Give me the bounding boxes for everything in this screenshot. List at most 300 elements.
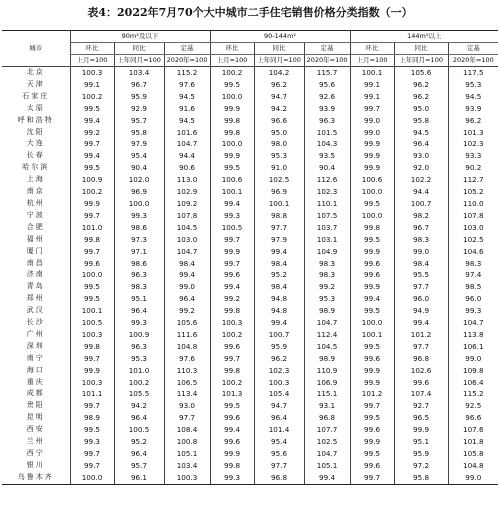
index-value: 104.5 (164, 222, 210, 234)
table-row (2, 353, 498, 365)
index-value: 99.7 (70, 353, 114, 365)
table-row (2, 400, 498, 412)
index-value: 96.8 (254, 472, 304, 484)
index-value: 99.6 (350, 460, 394, 472)
base-header-2020: 2020年=100 (304, 55, 350, 67)
index-value: 96.3 (304, 115, 350, 127)
index-value: 96.4 (114, 412, 164, 424)
index-value: 100.3 (70, 329, 114, 341)
index-value: 94.8 (254, 293, 304, 305)
index-value: 96.6 (254, 115, 304, 127)
index-value: 105.2 (448, 186, 498, 198)
index-value: 115.7 (304, 67, 350, 79)
index-value: 92.5 (448, 400, 498, 412)
index-value: 107.4 (394, 388, 448, 400)
index-value: 99.5 (70, 162, 114, 174)
index-value: 99.0 (394, 246, 448, 258)
index-value: 103.7 (304, 222, 350, 234)
index-value: 99.7 (70, 246, 114, 258)
index-value: 96.8 (304, 412, 350, 424)
index-value: 104.7 (448, 317, 498, 329)
index-value: 97.3 (114, 234, 164, 246)
index-value: 99.6 (350, 424, 394, 436)
city-name: 上海 (26, 175, 45, 184)
index-value: 101.2 (394, 329, 448, 341)
index-value: 94.4 (164, 150, 210, 162)
index-value: 96.1 (114, 472, 164, 484)
index-value: 109.2 (164, 198, 210, 210)
index-value: 99.4 (254, 317, 304, 329)
table-row (2, 377, 498, 389)
index-value: 99.4 (70, 115, 114, 127)
index-value: 101.4 (254, 424, 304, 436)
index-value: 100.0 (350, 186, 394, 198)
index-value: 96.2 (254, 79, 304, 91)
index-value: 99.8 (70, 234, 114, 246)
index-value: 99.7 (210, 234, 254, 246)
index-value: 96.0 (394, 293, 448, 305)
index-value: 98.3 (304, 258, 350, 270)
index-value: 99.9 (394, 424, 448, 436)
index-value: 95.8 (394, 472, 448, 484)
index-value: 97.7 (254, 460, 304, 472)
city-name: 昆明 (26, 413, 45, 422)
index-value: 95.4 (254, 436, 304, 448)
city-name: 深圳 (26, 341, 45, 350)
sub-header-base: 定基 (304, 43, 350, 55)
index-value: 97.6 (164, 353, 210, 365)
index-value: 103.4 (164, 460, 210, 472)
index-value: 100.7 (394, 198, 448, 210)
index-value: 99.6 (350, 269, 394, 281)
index-value: 99.5 (210, 162, 254, 174)
index-value: 99.9 (350, 246, 394, 258)
index-value: 113.8 (448, 329, 498, 341)
index-value: 100.9 (114, 329, 164, 341)
city-name: 哈尔滨 (22, 163, 50, 172)
index-value: 106.9 (304, 377, 350, 389)
city-name: 海口 (26, 365, 45, 374)
index-value: 96.6 (448, 412, 498, 424)
index-value: 95.0 (254, 127, 304, 139)
city-name: 成都 (26, 389, 45, 398)
index-value: 95.9 (114, 91, 164, 103)
index-value: 93.0 (164, 400, 210, 412)
index-value: 104.7 (304, 317, 350, 329)
index-value: 99.7 (350, 472, 394, 484)
table-row (2, 91, 498, 103)
index-value: 102.9 (164, 186, 210, 198)
index-value: 99.8 (210, 127, 254, 139)
index-value: 100.2 (210, 67, 254, 79)
index-value: 94.2 (114, 400, 164, 412)
table-row (2, 436, 498, 448)
index-value: 100.1 (254, 198, 304, 210)
index-value: 100.2 (210, 377, 254, 389)
index-value: 100.8 (164, 436, 210, 448)
table-row (2, 472, 498, 484)
table-title: 表4：2022年7月70个大中城市二手住宅销售价格分类指数（一） (87, 6, 413, 19)
index-value: 94.7 (254, 91, 304, 103)
index-value: 96.8 (394, 353, 448, 365)
sub-header-yoy: 同比 (254, 43, 304, 55)
index-value: 106.5 (164, 377, 210, 389)
city-name: 济南 (26, 270, 45, 279)
index-value: 101.3 (448, 127, 498, 139)
table-row (2, 281, 498, 293)
index-value: 111.6 (164, 329, 210, 341)
index-value: 96.2 (254, 353, 304, 365)
index-value: 95.3 (254, 150, 304, 162)
index-value: 94.5 (394, 127, 448, 139)
index-value: 99.6 (210, 412, 254, 424)
index-value: 99.4 (70, 150, 114, 162)
index-value: 93.3 (448, 150, 498, 162)
index-value: 99.9 (350, 138, 394, 150)
index-value: 98.3 (114, 281, 164, 293)
table-row (2, 127, 498, 139)
index-value: 99.5 (350, 448, 394, 460)
index-value: 101.6 (164, 127, 210, 139)
index-value: 99.6 (350, 353, 394, 365)
index-value: 104.3 (304, 138, 350, 150)
index-value: 99.3 (114, 317, 164, 329)
index-value: 90.2 (448, 162, 498, 174)
index-value: 96.7 (394, 222, 448, 234)
table-row (2, 150, 498, 162)
index-value: 91.0 (254, 162, 304, 174)
index-value: 100.3 (70, 67, 114, 79)
base-header-2020: 2020年=100 (164, 55, 210, 67)
city-name: 银川 (26, 460, 45, 469)
index-value: 113.0 (164, 174, 210, 186)
index-value: 99.9 (210, 103, 254, 115)
index-value: 104.9 (304, 246, 350, 258)
index-value: 98.4 (394, 258, 448, 270)
index-value: 90.6 (164, 162, 210, 174)
table-row (2, 79, 498, 91)
index-value: 96.2 (448, 115, 498, 127)
index-value: 105.1 (304, 460, 350, 472)
index-value: 95.7 (114, 460, 164, 472)
table-row (2, 103, 498, 115)
index-value: 99.2 (70, 127, 114, 139)
index-value: 107.8 (164, 210, 210, 222)
index-value: 100.1 (350, 67, 394, 79)
index-value: 99.0 (350, 115, 394, 127)
index-value: 99.8 (210, 365, 254, 377)
index-value: 99.8 (350, 222, 394, 234)
index-value: 113.4 (164, 388, 210, 400)
index-value: 105.6 (394, 67, 448, 79)
index-value: 96.2 (394, 91, 448, 103)
index-value: 99.6 (394, 377, 448, 389)
index-value: 92.7 (394, 400, 448, 412)
index-value: 99.9 (210, 246, 254, 258)
index-value: 94.5 (164, 91, 210, 103)
index-value: 110.3 (164, 365, 210, 377)
sub-header-mom: 环比 (350, 43, 394, 55)
index-value: 110.0 (448, 198, 498, 210)
index-value: 99.0 (448, 353, 498, 365)
index-value: 95.1 (114, 293, 164, 305)
index-value: 107.7 (304, 424, 350, 436)
table-row (2, 293, 498, 305)
index-value: 91.6 (164, 103, 210, 115)
index-value: 95.3 (114, 353, 164, 365)
index-value: 110.1 (304, 198, 350, 210)
index-value: 99.5 (70, 424, 114, 436)
index-value: 96.9 (114, 186, 164, 198)
city-name: 宁波 (26, 210, 45, 219)
index-value: 95.9 (394, 448, 448, 460)
index-value: 99.4 (210, 198, 254, 210)
index-value: 99.3 (210, 210, 254, 222)
price-index-table (2, 30, 498, 485)
index-value: 99.7 (70, 138, 114, 150)
index-value: 99.2 (210, 293, 254, 305)
index-value: 99.9 (210, 150, 254, 162)
index-value: 102.6 (394, 365, 448, 377)
base-header-prev-year: 上年同月=100 (254, 55, 304, 67)
table-row (2, 246, 498, 258)
index-value: 95.3 (448, 79, 498, 91)
city-name: 沈阳 (26, 127, 45, 136)
base-header-prev-month: 上月=100 (210, 55, 254, 67)
index-value: 99.6 (210, 269, 254, 281)
index-value: 99.7 (210, 353, 254, 365)
index-value: 100.5 (70, 317, 114, 329)
index-value: 99.9 (350, 436, 394, 448)
index-value: 96.3 (114, 341, 164, 353)
index-value: 96.4 (394, 138, 448, 150)
index-value: 101.3 (210, 388, 254, 400)
index-value: 102.5 (448, 234, 498, 246)
table-row (2, 115, 498, 127)
index-value: 99.3 (70, 436, 114, 448)
index-value: 99.2 (304, 281, 350, 293)
index-value: 98.9 (70, 412, 114, 424)
index-value: 99.0 (350, 127, 394, 139)
table-row (2, 269, 498, 281)
index-value: 103.0 (164, 234, 210, 246)
table-row (2, 210, 498, 222)
index-value: 104.7 (304, 448, 350, 460)
city-name: 贵阳 (26, 401, 45, 410)
city-name: 北京 (26, 68, 45, 76)
table-body (2, 67, 498, 485)
index-value: 96.5 (394, 412, 448, 424)
index-value: 99.0 (164, 281, 210, 293)
index-value: 97.9 (254, 234, 304, 246)
index-value: 96.3 (114, 269, 164, 281)
index-value: 97.9 (114, 138, 164, 150)
index-value: 100.1 (350, 329, 394, 341)
index-value: 99.7 (70, 400, 114, 412)
index-value: 95.2 (114, 436, 164, 448)
index-value: 100.0 (70, 269, 114, 281)
index-value: 98.4 (254, 281, 304, 293)
index-value: 101.0 (114, 365, 164, 377)
index-value: 99.5 (70, 293, 114, 305)
index-value: 99.4 (394, 317, 448, 329)
index-value: 95.8 (114, 127, 164, 139)
city-name: 青岛 (26, 282, 45, 291)
index-value: 94.5 (164, 115, 210, 127)
index-value: 99.5 (70, 281, 114, 293)
index-value: 98.0 (254, 138, 304, 150)
index-value: 100.5 (114, 424, 164, 436)
index-value: 102.3 (304, 186, 350, 198)
index-value: 95.4 (114, 150, 164, 162)
table-row (2, 258, 498, 270)
table-row (2, 174, 498, 186)
index-value: 104.8 (164, 341, 210, 353)
table-row (2, 412, 498, 424)
index-value: 100.2 (70, 186, 114, 198)
sub-header-base: 定基 (164, 43, 210, 55)
city-name: 杭州 (26, 198, 45, 207)
index-value: 100.1 (210, 186, 254, 198)
index-value: 100.3 (254, 377, 304, 389)
city-name: 福州 (26, 234, 45, 243)
index-value: 105.4 (254, 388, 304, 400)
city-name: 乌鲁木齐 (2, 472, 70, 484)
index-value: 95.1 (394, 436, 448, 448)
index-value: 99.8 (70, 341, 114, 353)
base-header-prev-year: 上年同月=100 (394, 55, 448, 67)
index-value: 100.6 (210, 174, 254, 186)
index-value: 112.6 (304, 174, 350, 186)
index-value: 92.0 (394, 162, 448, 174)
sub-header-base: 定基 (448, 43, 498, 55)
city-name: 大连 (26, 139, 45, 148)
index-value: 95.0 (394, 103, 448, 115)
index-value: 97.6 (164, 79, 210, 91)
sub-header-mom: 环比 (210, 43, 254, 55)
index-value: 96.0 (448, 293, 498, 305)
index-value: 96.4 (164, 293, 210, 305)
index-value: 93.5 (304, 150, 350, 162)
index-value: 107.6 (448, 424, 498, 436)
index-value: 94.8 (254, 305, 304, 317)
city-name: 厦门 (26, 246, 45, 255)
base-header-2020: 2020年=100 (448, 55, 498, 67)
index-value: 98.8 (254, 210, 304, 222)
index-value: 112.4 (304, 329, 350, 341)
index-value: 100.2 (114, 377, 164, 389)
index-value: 106.4 (448, 377, 498, 389)
index-value: 98.3 (448, 258, 498, 270)
city-name: 呼和浩特 (17, 115, 54, 124)
base-header-prev-year: 上年同月=100 (114, 55, 164, 67)
sub-header-yoy: 同比 (394, 43, 448, 55)
index-value: 99.6 (350, 258, 394, 270)
index-value: 115.1 (304, 388, 350, 400)
index-value: 105.5 (114, 388, 164, 400)
index-value: 93.0 (394, 150, 448, 162)
index-value: 99.4 (350, 293, 394, 305)
index-value: 95.2 (254, 269, 304, 281)
index-value: 108.4 (164, 424, 210, 436)
index-value: 99.9 (350, 162, 394, 174)
index-value: 92.9 (114, 103, 164, 115)
table-row (2, 329, 498, 341)
index-value: 96.4 (114, 305, 164, 317)
index-value: 96.7 (114, 79, 164, 91)
index-value: 102.2 (394, 174, 448, 186)
index-value: 100.3 (70, 377, 114, 389)
index-value: 100.2 (70, 91, 114, 103)
group-header-small: 90m²及以下 (70, 31, 210, 43)
index-value: 99.1 (70, 79, 114, 91)
index-value: 95.3 (304, 293, 350, 305)
index-value: 98.4 (254, 258, 304, 270)
city-name: 广州 (26, 329, 45, 338)
index-value: 97.1 (114, 246, 164, 258)
index-value: 98.6 (114, 222, 164, 234)
city-name: 南京 (26, 187, 45, 196)
index-value: 94.5 (448, 91, 498, 103)
city-name: 兰州 (26, 437, 45, 446)
index-value: 102.5 (254, 174, 304, 186)
index-value: 99.0 (448, 472, 498, 484)
index-value: 99.5 (350, 305, 394, 317)
index-value: 96.2 (394, 79, 448, 91)
city-name: 天津 (26, 79, 45, 88)
index-value: 101.2 (350, 388, 394, 400)
index-value: 101.0 (70, 222, 114, 234)
index-value: 107.8 (448, 210, 498, 222)
index-value: 100.0 (350, 317, 394, 329)
base-header-prev-month: 上月=100 (350, 55, 394, 67)
index-value: 98.6 (114, 258, 164, 270)
index-value: 99.8 (210, 115, 254, 127)
city-name: 长沙 (26, 318, 45, 327)
index-value: 97.2 (394, 460, 448, 472)
index-value: 92.6 (304, 91, 350, 103)
index-value: 106.1 (448, 341, 498, 353)
index-value: 104.7 (164, 138, 210, 150)
index-value: 99.2 (164, 305, 210, 317)
table-row (2, 138, 498, 150)
table-row (2, 424, 498, 436)
table-row (2, 365, 498, 377)
index-value: 100.3 (210, 317, 254, 329)
index-value: 104.7 (164, 246, 210, 258)
index-value: 107.5 (304, 210, 350, 222)
table-row (2, 67, 498, 79)
city-name: 太原 (26, 103, 45, 112)
index-value: 99.5 (210, 79, 254, 91)
index-value: 101.1 (70, 388, 114, 400)
table-row (2, 162, 498, 174)
index-value: 98.2 (394, 210, 448, 222)
index-value: 100.0 (210, 138, 254, 150)
index-value: 99.9 (70, 365, 114, 377)
index-value: 100.6 (350, 174, 394, 186)
sub-header-yoy: 同比 (114, 43, 164, 55)
index-value: 98.4 (164, 258, 210, 270)
index-value: 104.2 (254, 67, 304, 79)
index-value: 93.1 (304, 400, 350, 412)
index-value: 97.7 (394, 281, 448, 293)
table-row (2, 222, 498, 234)
index-value: 93.9 (448, 103, 498, 115)
index-value: 99.9 (70, 198, 114, 210)
table-row (2, 341, 498, 353)
index-value: 99.7 (350, 103, 394, 115)
